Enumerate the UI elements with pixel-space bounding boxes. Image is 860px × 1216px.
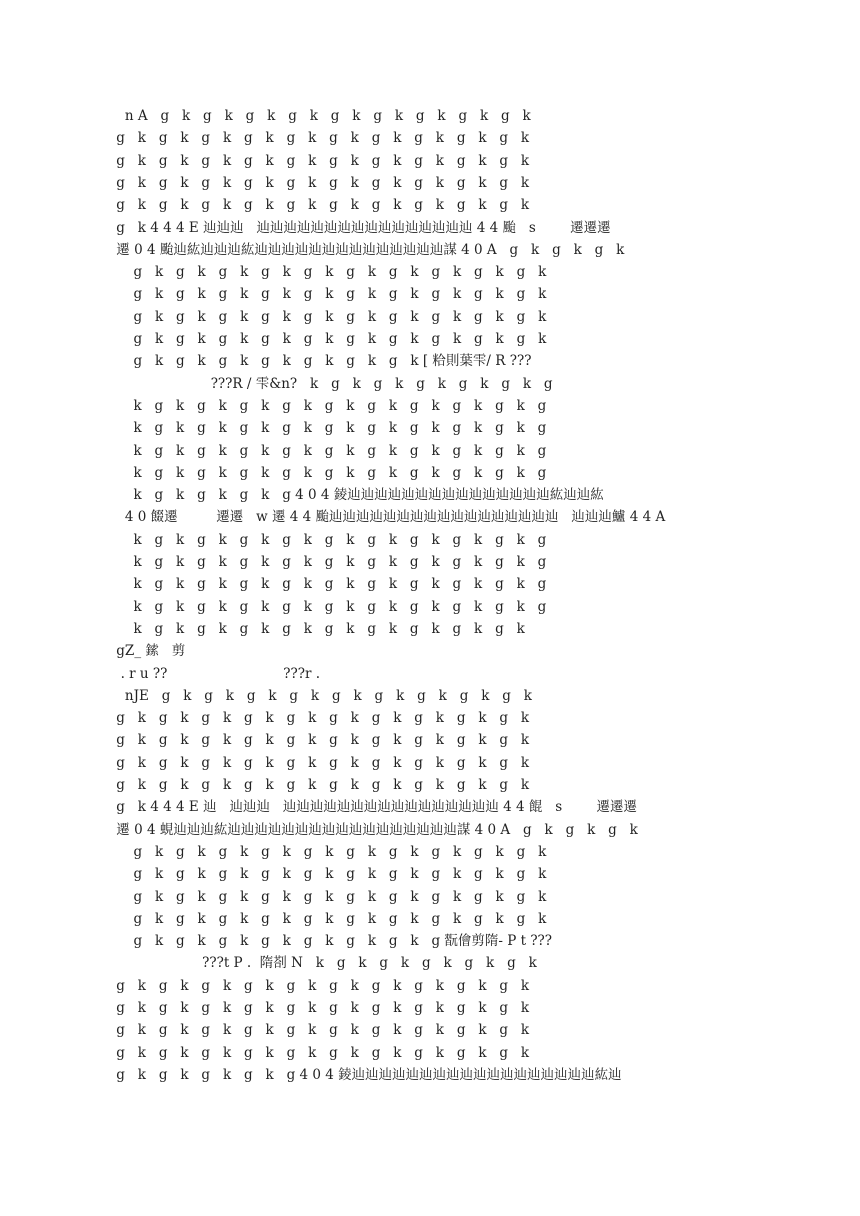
text-line: k g k g k g k g k g k g k g k g k g k g xyxy=(112,420,547,437)
text-line: g k g k g k g k g k g k g k g k g k g k xyxy=(112,286,547,303)
text-line: g k 4 4 4 E 辿辿辿 辿辿辿辿辿辿辿辿辿辿辿辿辿辿辿辿 4 4 颱 s 遷遷遷 xyxy=(112,219,611,236)
text-line: g k g k g k g k g k g k g k g k g k g k xyxy=(112,197,530,214)
text-line: ???R / 雫&n? k g k g k g k g k g k g xyxy=(112,375,553,392)
text-line: k g k g k g k g k g k g k g k g k g k g xyxy=(112,576,547,593)
text-line: k g k g k g k g k g k g k g k g k g k xyxy=(112,620,525,637)
text-line: g k g k g k g k g k g k g k g k g k g k xyxy=(112,308,547,325)
text-line: g k g k g k g k g k g k g k g k g k g k xyxy=(112,888,547,905)
text-line: g k g k g k g k g k g k g k [ 粭則葉雫/ R ??? xyxy=(112,353,532,370)
text-line: k g k g k g k g k g k g k g k g k g k g xyxy=(112,397,547,414)
text-line: g k g k g k g k g k g k g k g k g k g k xyxy=(112,754,530,771)
text-line: g k g k g k g k g k g k g k g k g k g k xyxy=(112,777,530,793)
text-line: k g k g k g k g k g k g k g k g k g k g xyxy=(112,464,547,481)
text-line: k g k g k g k g k g k g k g k g k g k g xyxy=(112,531,547,548)
text-line: g k g k g k g k g k g k g k g k g k g k xyxy=(112,130,530,147)
text-line: g k g k g k g k g k g k g k g k g k g k xyxy=(112,866,547,883)
text-line: . r u ?? ???r . xyxy=(112,665,320,682)
text-line: 4 0 餟遷 遷遷 w 遷 4 4 颱辿辿辿辿辿辿辿辿辿辿辿辿辿辿辿辿辿 辿辿辿鱸 4 4 A xyxy=(112,509,666,526)
text-line: g k g k g k g k g k g k g k g k g k g k xyxy=(112,152,530,169)
text-line: g k g k g k g k g k g k g k g k g k g k xyxy=(112,732,530,749)
text-line: 遷 0 4 颱辿紘辿辿辿紘辿辿辿辿辿辿辿辿辿辿辿辿辿辿謀 4 0 A g k g k g k xyxy=(112,241,625,258)
text-line: k g k g k g k g 4 0 4 錂辿辿辿辿辿辿辿辿辿辿辿辿辿辿辿紘辿辿紘 xyxy=(112,487,604,504)
text-line: n A g k g k g k g k g k g k g k g k g k xyxy=(112,108,531,124)
text-line: g k g k g k g k g k g k g k g k g k g k xyxy=(112,174,530,191)
text-line: k g k g k g k g k g k g k g k g k g k g xyxy=(112,598,547,615)
text-line: g k g k g k g k g k g k g k g k g k g k xyxy=(112,843,547,860)
text-line: g k g k g k g k g k g k g k g k g k g k xyxy=(112,1000,530,1016)
text-line: gZ_ 鎍 剪 xyxy=(112,643,186,660)
text-line: g k g k g k g k g k g k g k g k g k g k xyxy=(112,1022,530,1039)
text-line: ???t P . 隋剳 N k g k g k g k g k g k xyxy=(112,955,537,972)
text-line: g k g k g k g k g k g k g k g k g k g k xyxy=(112,977,530,994)
text-line: g k g k g k g k g k g k g k g k g k g k xyxy=(112,910,547,927)
text-line: 遷 0 4 蜆辿辿辿紘辿辿辿辿辿辿辿辿辿辿辿辿辿辿辿辿辿謀 4 0 A g k g k g k xyxy=(112,821,638,838)
text-line: nJE g k g k g k g k g k g k g k g k g k xyxy=(112,687,532,704)
text-line: k g k g k g k g k g k g k g k g k g k g xyxy=(112,554,547,570)
text-line: g k g k g k g k g 4 0 4 錂辿辿辿辿辿辿辿辿辿辿辿辿辿辿辿辿辿辿紘辿 xyxy=(112,1066,622,1083)
text-line: g k g k g k g k g k g k g k g k g k g k xyxy=(112,264,547,281)
text-line: g k g k g k g k g k g k g k g 翫儈剪隋- P t ??? xyxy=(112,933,553,950)
text-line: g k g k g k g k g k g k g k g k g k g k xyxy=(112,331,547,347)
text-line: g k g k g k g k g k g k g k g k g k g k xyxy=(112,710,530,727)
text-line: g k g k g k g k g k g k g k g k g k g k xyxy=(112,1044,530,1061)
text-line: k g k g k g k g k g k g k g k g k g k g xyxy=(112,442,547,459)
text-line: g k 4 4 4 E 辿 辿辿辿 辿辿辿辿辿辿辿辿辿辿辿辿辿辿辿辿 4 4 餛 s 遷遷遷 xyxy=(112,799,637,816)
